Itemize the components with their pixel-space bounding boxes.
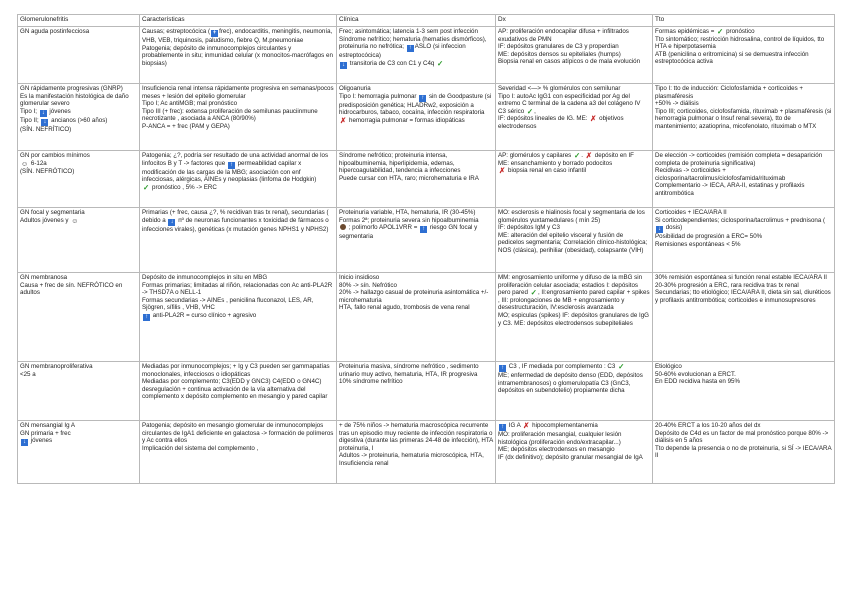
cell-line: Depósito de inmunocomplejos in situ en MBG [142,274,268,281]
blue-arrow-icon: ↑ [422,226,426,233]
cell-tto [653,151,835,208]
cell-line: Síndrome nefrótico; proteinuria intensa, hipoalbuminemia, hiperlipidemia, edemas, hipercoagulabilidad, tendencia a infecciones [339,152,461,175]
green-check-icon: ✓ [573,151,581,160]
cell-line: 20-30% progresión a ERC, rara recidiva tras tx renal [655,281,799,289]
header-dx: Dx [496,15,653,27]
brown-dot-icon [340,224,346,230]
cell-line: Puede cursar con HTA, raro; microhematuria e IRA [339,174,479,182]
cell-line: <25 a [20,370,36,378]
table-row [18,151,835,208]
cell-line: ↓ jóvenes [23,437,53,446]
cell-line: ME; enfermedad de depósito denso (EDD, depósitos intramembranosos) o glomerulopatía C3 (GnC3, depósitos en subendotelio) propiamente dicha [498,372,643,395]
cell-line: Insuficiencia renal intensa rápidamente progresiva en semanas/pocos meses + lesión del epitelio glomerular [142,85,334,100]
cell-name [18,27,140,84]
cell-line: Oligoanuria [339,85,371,92]
cell-caract [140,27,337,84]
cell-line: 10% síndrome nefrítico [339,378,403,386]
cell-tto [653,362,835,421]
table-row [18,84,835,151]
cell-line: IF: depósitos lineales de IG. ME: ✗ objetivos electrodensos [498,114,624,130]
cell-tto [653,208,835,273]
cell-line: Adultos -> proteinuria, hematuria microscópica, HTA, Insuficiencia renal [339,452,484,467]
cell-line: ME: ensanchamiento y borrado podocitos [498,159,613,167]
cell-line: GN membranosa [20,274,68,281]
cell-line: Remisiones espontáneas < 5% [655,240,741,248]
cell-line: 20-40% ERCT a los 10-20 años del dx [655,422,761,429]
cell-line: Inicio insidioso [339,274,380,281]
cell-clinica [337,84,496,151]
blue-arrow-icon: ↑ [229,161,233,168]
cell-caract [140,208,337,273]
blue-arrow-icon: ↑ [421,94,425,101]
cell-clinica [337,27,496,84]
red-x-icon: ✗ [499,166,506,176]
cell-line: AP: glomérulos y capilares ✓. ✗ depósito en IF [498,151,634,160]
cell-dx [496,27,653,84]
cell-line: ↑ IG A ✗ hipocomplementanemia [501,421,598,430]
cell-line: Tipo I: hemorragia pulmonar ↑ sin de Goodpasture (si predisposición genética; HLADRw2, exposición a hidrocarburos, tabaco, cocaína, infección respiratoria [339,92,492,117]
cell-line: Adultos jóvenes y ☺ [20,216,79,225]
cell-name [18,208,140,273]
cell-line: Primarias (+ frec, causa ¿?, % recidivan tras tx renal), secundarias ( debido a ↓ nº de neuronas funcionantes x toxicidad de fármacos o infecciones virales), genéticas (x mutación genes NPHS1 y NPHS2) [142,209,329,233]
cell-line: Tipo III; corticoides, ciclofosfamida, rituximab + plasmaféresis (si hemorragia pulmonar o Insuf renal severa), tto de mantenimiento; azatioprina, micofenolato, rituximab o MTX [655,107,832,130]
cell-line: Tipo I: autoAc IgG1 con especificidad por Ag del extremo C terminal de la cadena a3 del colágeno IV C3 sérico ✓, [498,92,641,116]
cell-line: (SÍN. NEFRÍTICO) [20,125,72,133]
cell-caract [140,273,337,362]
blue-arrow-icon: ↓ [658,226,661,233]
cell-line: ATB (penicilina o eritromicina) si se demuestra infección estreptocócica activa [655,50,809,66]
cell-line: (SÍN. NEFRÓTICO) [20,167,75,175]
cell-line: Proteinuria variable, HTA, hematuria, IR (30-45%) [339,209,476,216]
cell-line: Formas epidémicas = ✓ pronóstico [655,27,755,36]
cell-line: MO; espiculas (spikes) IF: depósitos granulares de IgG y C3. ME: depósitos electrodensos subepiteliales [498,311,649,327]
blue-arrow-icon: ↓ [170,218,174,225]
cell-line: GN rápidamente progresivas (GNRP) [20,85,123,92]
cell-name [18,273,140,362]
cell-line: Causa + frec de sín. NEFRÓTICO en adultos [20,281,123,297]
blue-arrow-icon: ↓ [41,109,45,116]
blue-plus-icon: + [212,30,217,36]
cell-line: Depósito de C4d es un factor de mal pronóstico porque 80% -> diálisis en 5 años [655,429,829,445]
cell-line: 30% remisión espontánea si función renal estable IECA/ARA II [655,274,827,281]
green-check-icon: ✓ [618,362,625,371]
cell-line: HTA, fallo renal agudo, trombosis de vena renal [339,304,470,312]
cell-clinica [337,151,496,208]
cell-line: Recidivas -> corticoides + ciclosporina/tacrolimus/ciclofosfamida/rituximab [655,167,786,182]
cell-line: Tipo I; Ac antiMGB; mal pronóstico [142,100,238,108]
blue-arrow-icon: ↑ [501,424,504,430]
cell-line: ↓ transitoria de C3 con C1 y C4q ✓ [342,58,444,68]
cell-line: ↑ C3 , IF mediada por complemento : C3 ✓ [501,362,625,371]
cell-line: GN focal y segmentaria [20,209,85,216]
red-x-icon: ✗ [340,115,347,125]
cell-line: ; polimorfo APOL1VRR = ↑ riesgo GN focal y segmentaria [339,224,478,241]
cell-line: Es la manifestación histológica de daño glomerular severo [20,92,129,108]
cell-line: Tipo I; ↓ jóvenes [20,107,71,116]
cell-name [18,421,140,484]
cell-line: IF: depósitos granulares de C3 y properdian [498,43,619,51]
cell-clinica [337,208,496,273]
red-x-icon: ✗ [523,421,530,430]
header-glomerulonefritis: Glomerulonefritis [18,15,140,27]
cell-line: 80% -> sín. Nefrótico [339,281,397,289]
cell-line: Proteinuria masiva, síndrome nefrótico , sedimento urinario muy activo, hematuria, HTA, IR progresiva [339,363,479,378]
table-row [18,208,835,273]
cell-line: Causas; estreptocócica ( + frec), endocarditis, meningitis, neumonía, VHB, VEB, triquinosis, paludismo, fiebre Q, M.pneumoniae [142,28,333,44]
cell-name [18,362,140,421]
red-x-icon: ✗ [590,114,597,124]
cell-line: Formas primarias; limitadas al riñón, relacionadas con Ac anti-PLA2R -> THSD7A o NELL-1 [142,281,333,297]
cell-dx [496,421,653,484]
cell-line: Etiológico [655,363,682,370]
cell-name [18,151,140,208]
cell-line: Severidad <—> % glomérulos con semilunar [498,85,621,92]
cell-line: 50-60% evolucionan a ERCT. [655,370,736,378]
blue-arrow-icon: ↑ [408,45,412,52]
cell-caract [140,362,337,421]
cell-line: De elección -> corticoides (remisión completa = desaparición completa de proteinuria significativa) [655,152,823,167]
blue-arrow-icon: ↓ [43,118,47,125]
table-row [18,421,835,484]
cell-line: En EDD recidiva hasta en 95% [655,378,740,386]
cell-line: GN aguda postinfecciosa [20,28,90,35]
cell-line: Patogenia; depósito de inmunocomplejos circulantes y probablemente in situ; inmunidad celular (x monocitos-macrófagos en biopsias) [142,44,333,67]
blue-arrow-icon: ↓ [342,61,345,68]
green-check-icon: ✓ [717,27,724,36]
cell-caract [140,151,337,208]
cell-line: GN por cambios mínimos [20,152,90,159]
cell-line: Mediadas por complemento; C3(EDD y GNC3) C4(EDD o GN4C) desregulación + continua activación de la vía alternativa del complemento x depósito complemento en mesangio y pared capilar [142,378,328,401]
header-clinica: Clínica [337,15,496,27]
cell-line: Tipo II; ↓ ancianos (>60 años) [20,116,108,125]
cell-line: GN membranoproliferativa [20,363,93,370]
cell-line: +50% -> diálisis [655,100,699,108]
cell-line: GN mensangial Ig A [20,422,76,429]
header-caracteristicas: Características [140,15,337,27]
cell-line: Tto depende la presencia o no de proteinuria, si SÍ -> IECA/ARA II [655,444,832,460]
green-check-icon: ✓ [526,106,534,116]
cell-clinica [337,273,496,362]
smiley-icon: ☺ [21,160,29,168]
cell-line: MO: proliferación mesangial, cualquier lesión histológica (proliferación endo/extracapilar...) [498,431,622,446]
cell-line: Síndrome nefrítico; hematuria (hematíes dismórficos), proteinuria no nefrótica; ↑ ASLO (si infeccion estreptocócica) [339,35,487,60]
table-row [18,362,835,421]
green-check-icon: ✓ [437,58,444,68]
cell-line: GN primaria + frec [20,429,71,437]
cell-line: ✗ biopsia renal en caso infantil [499,166,587,176]
cell-name [18,84,140,151]
green-check-icon: ✓ [143,182,150,192]
cell-line: Patogenia; depósito en mesangio glomerular de inmunocomplejos circulantes de IgA1 deficiente en galactosa -> formación de polímeros y Ac contra ellos [142,422,334,445]
cell-line: Patogenia; ¿?, podría ser resultado de una actividad anormal de los linfocitos B y T -> factores que ↑ permeabilidad capilar x modificación de las cargas de la MBG; asociación con enf infecciosas, alérgicas, AINEs y neoplasias (linfoma de Hodgkin) [142,152,329,184]
cell-line: IF: depósitos IgM y C3 [498,224,560,232]
cell-line: Complementario -> IECA, ARA-II, estatinas y profilaxis antitrombótica [655,182,805,197]
cell-tto [653,273,835,362]
cell-line: ME: alteración del epitelio visceral y fusión de pedicelos segmentaria; Correlación clínico-histológica; NOS (clásica), perihiliar (obesidad), colapsante (VIH) [498,231,648,254]
cell-line: Formas 2ª; proteinuria severa sin hipoalbuminemia [339,216,479,224]
cell-dx [496,362,653,421]
cell-caract [140,84,337,151]
green-check-icon: ✓ [530,288,537,298]
cell-dx [496,151,653,208]
cell-line: Mediadas por inmunocomplejos; + Ig y C3 pueden ser gammapatías monoclonales, infecciosos o idiopáticas [142,363,330,378]
table-row [18,27,835,84]
cell-line: ✗ hemorragia pulmonar = formas idiopáticas [340,115,465,125]
cell-line: ↑ anti-PLA2R = curso clínico + agresivo [145,311,257,320]
cell-line: ✓ pronóstico , 5% -> ERC [143,182,217,192]
cell-tto [653,84,835,151]
cell-line: Formas secundarias -> AINEs , penicilina fluconazol, LES, AR, Sjögren, sífilis , VHB, VHC [142,296,314,312]
glomerulonephritis-table [17,14,835,484]
cell-line: Si corticodependientes; ciclosporina/tacrolimus + prednisona (↓ dosis) [655,216,826,233]
cell-caract [140,421,337,484]
header-row [18,15,835,27]
cell-line: ME; depósitos electrodensos en mesangio [498,446,615,454]
cell-line: ME: depósitos densos su epiteliales (humps) [498,50,621,58]
cell-clinica [337,421,496,484]
cell-line: IF (dx definitivo); depósito granular mesangial de IgA [498,453,643,461]
cell-line: AP: proliferación endocapilar difusa + infiltrados exudativos de PMN [498,28,629,43]
cell-line: Implicación del sistema del complemento , [142,444,259,452]
red-x-icon: ✗ [585,151,593,160]
smiley-icon: ☺ [71,217,79,225]
cell-line: + de 75% niños -> hematuria macroscópica recurrente tras un episodio muy reciente de infección respiratoria o digestiva (durante las primeras 24-48 de infección), HTA proteinuria, I [339,422,493,452]
cell-line: Tipo III (+ frec): extensa proliferación de semilunas pauciinmune necrotizante , asociada a ANCA (80/90%) [142,107,318,123]
cell-line: Tipo I: tto de inducción: Ciclofosfamida + corticoides + plasmaféresis [655,85,804,100]
cell-line: Secundarias; tto etiológico; IECA/ARA II, dieta sin sal, diuréticos y profilaxis antitrombótica; corticoides e inmunosupresores [655,289,831,304]
blue-arrow-icon: ↓ [23,439,26,446]
cell-dx [496,273,653,362]
blue-arrow-icon: ↑ [501,365,504,371]
cell-line: MO: esclerosis e hialinosis focal y segmentaria de los glomérulos yuxtamedulares ( mín 25) [498,209,645,224]
cell-line: Posibilidad de progresión a ERC= 50% [655,233,763,241]
cell-line: ☺ 6-12a [21,159,47,168]
header-tto: Tto [653,15,835,27]
table-row [18,273,835,362]
cell-line: P-ANCA = + frec (PAM y GEPA) [142,122,230,130]
cell-tto [653,421,835,484]
blue-arrow-icon: ↑ [145,313,148,320]
cell-dx [496,208,653,273]
cell-line: 20% -> hallazgo casual de proteinuria asintomática +/- microhematuria [339,289,489,304]
cell-line: Biopsia renal en casos atípicos o de mala evolución [498,58,641,66]
cell-line: Frec; asintomática; latencia 1-3 sem post infección [339,28,478,35]
cell-line: MM: engrosamiento uniforme y difuso de la mBG sin proliferación celular asociada; estadios I: depósitos pero pared ✓, II:engrosamiento pared capilar + spikes , III: prolongaciones de MB + engrosamiento y desestructuración, IV:esclerosis avanzada [498,274,650,312]
cell-dx [496,84,653,151]
cell-line: Tto sintomático; restricción hidrosalina, control de líquidos, tto HTA e hiperpotasemia [655,35,825,51]
cell-clinica [337,362,496,421]
cell-line: Corticoides + IECA/ARA II [655,209,727,216]
cell-tto [653,27,835,84]
